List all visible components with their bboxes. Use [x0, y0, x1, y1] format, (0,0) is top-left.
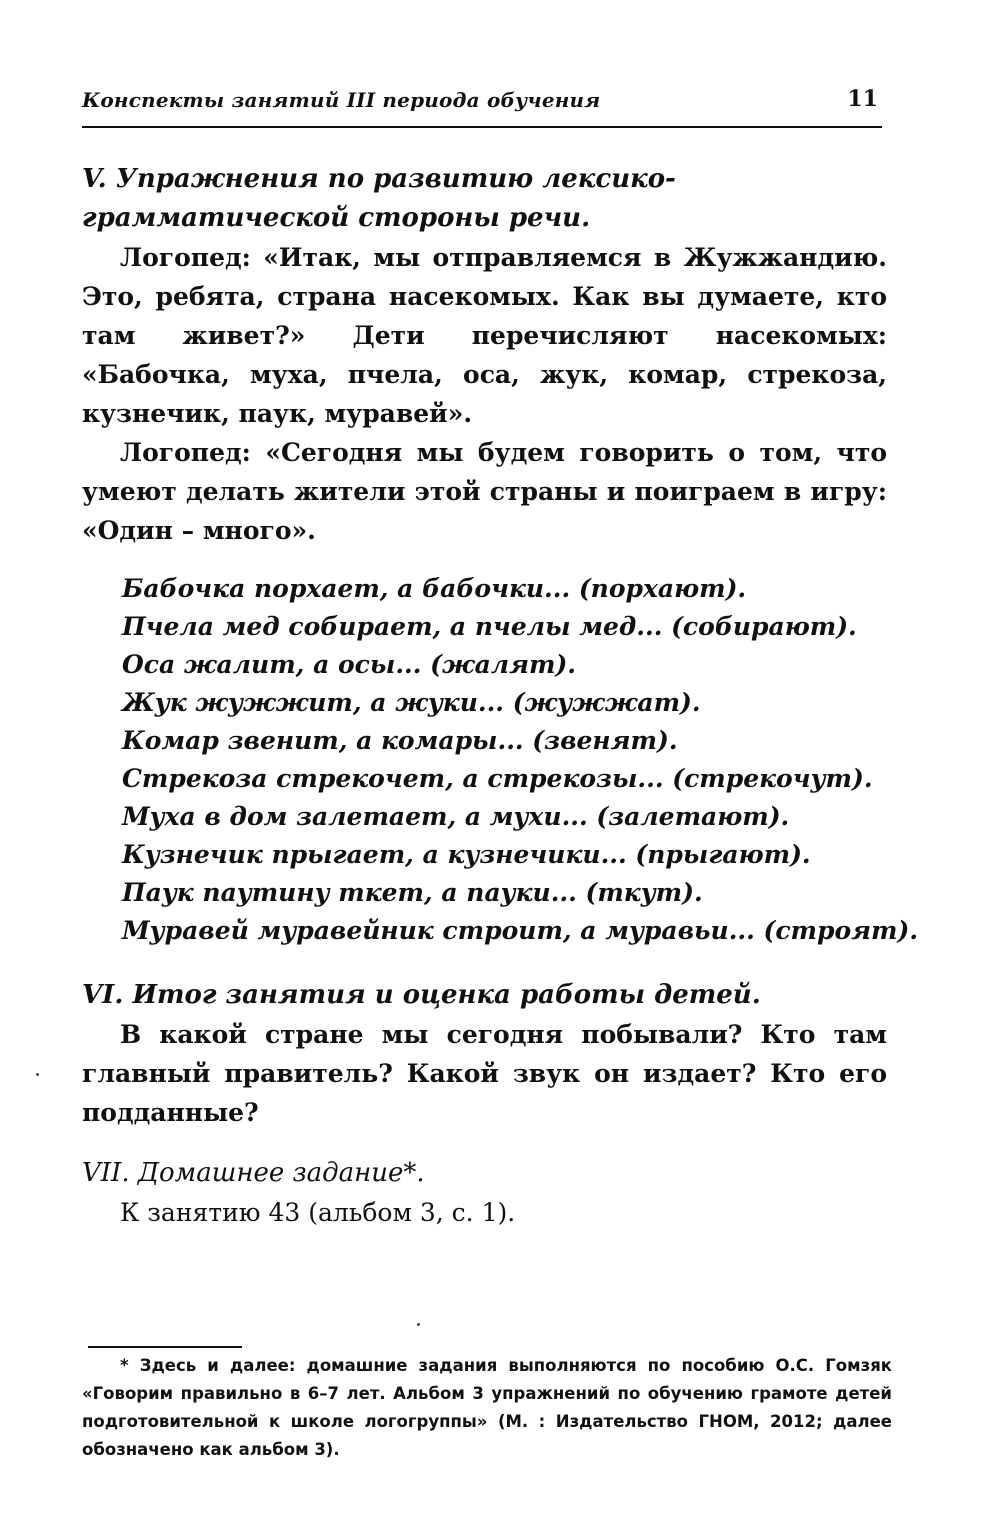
header-title: Конспекты занятий III периода обучения — [82, 88, 601, 112]
exercise-lines — [122, 570, 919, 950]
exercise-line: Бабочка порхает, а бабочки... (порхают). — [122, 574, 747, 603]
section-7-heading: VII. Домашнее задание*. — [82, 1158, 425, 1188]
running-header — [82, 82, 882, 124]
section-5-paragraph-1: Логопед: «Итак, мы отправляемся в Жужжандию. Это, ребята, страна насекомых. Как вы думаете, кто там живет?» Дети перечисляют насекомых: «Бабочка, муха, пчела, оса, жук, комар, стрекоза, кузнечик, паук, муравей». — [82, 243, 887, 428]
exercise-line: Муха в дом залетает, а мухи... (залетают). — [122, 802, 790, 831]
section-7-text: К занятию 43 (альбом 3, с. 1). — [120, 1198, 516, 1227]
exercise-line: Паук паутину ткет, а пауки... (ткут). — [122, 878, 703, 907]
spacer — [82, 1132, 887, 1154]
scan-speck — [36, 1073, 39, 1076]
spacer — [82, 950, 887, 976]
exercise-line: Стрекоза стрекочет, а стрекозы... (стрекочут). — [122, 764, 873, 793]
section-5-paragraph-2: Логопед: «Сегодня мы будем говорить о том, что умеют делать жители этой страны и поиграем в игру: «Один – много». — [82, 438, 887, 545]
section-5-heading: V. Упражнения по развитию лексико-грамматической стороны речи. — [82, 164, 676, 233]
exercise-line: Муравей муравейник строит, а муравьи... (строят). — [122, 916, 919, 945]
page-body — [82, 160, 919, 1232]
footnote-rule — [88, 1346, 242, 1348]
scan-speck — [417, 1323, 420, 1326]
section-6-text: В какой стране мы сегодня побывали? Кто там главный правитель? Какой звук он издает? Кто его подданные? — [82, 1020, 887, 1127]
exercise-line: Пчела мед собирает, а пчелы мед... (собирают). — [122, 612, 857, 641]
exercise-line: Оса жалит, а осы... (жалят). — [122, 650, 576, 679]
exercise-line: Жук жужжит, а жуки... (жужжат). — [122, 688, 701, 717]
section-6-heading: VI. Итог занятия и оценка работы детей. — [82, 980, 761, 1010]
exercise-line: Кузнечик прыгает, а кузнечики... (прыгают). — [122, 840, 811, 869]
exercise-line: Комар звенит, а комары... (звенят). — [122, 726, 678, 755]
footnote: * Здесь и далее: домашние задания выполняются по пособию О.С. Гомзяк «Говорим правильно в 6–7 лет. Альбом 3 упражнений по обучению грамоте детей подготовительной к школе логогруппы» (М. : Издательство ГНОМ, 2012; далее обозначено как альбом 3). — [82, 1356, 892, 1459]
page-number: 11 — [847, 86, 878, 112]
header-rule — [82, 126, 882, 128]
